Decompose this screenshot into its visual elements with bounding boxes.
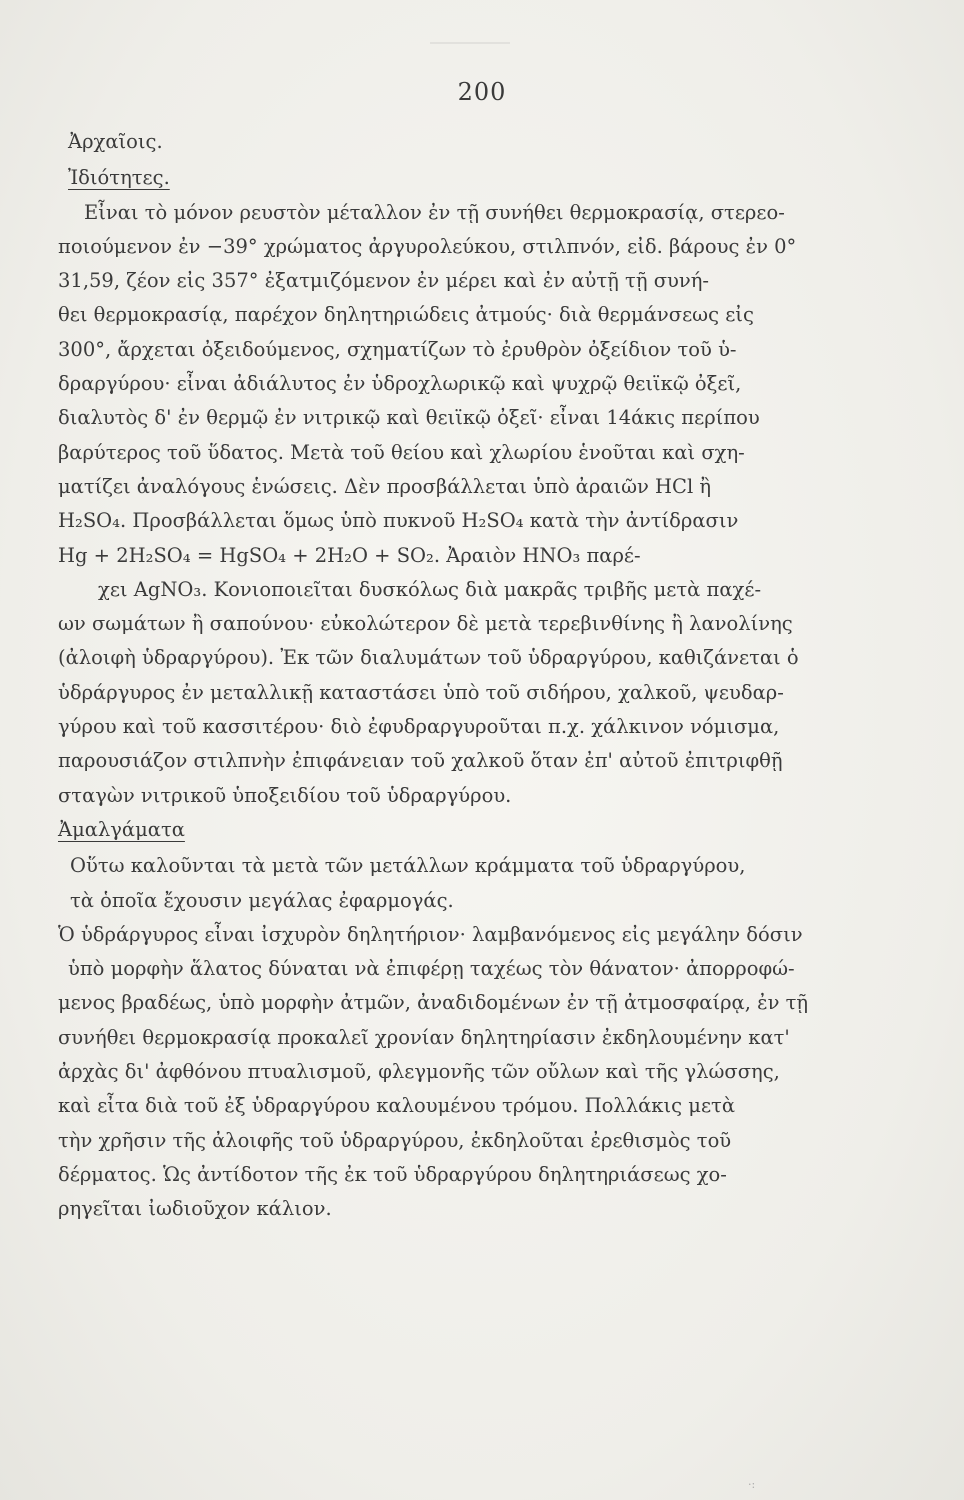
text-line: διαλυτὸς δ' ἐν θερμῷ ἐν νιτρικῷ καὶ θειϊκῷ ὀξεῖ· εἶναι 14άκις περίπου	[58, 406, 760, 430]
text-line: ἀρχὰς δι' ἀφθόνου πτυαλισμοῦ, φλεγμονῆς τῶν οὔλων καὶ τῆς γλώσσης,	[58, 1060, 780, 1084]
text-line: Ὁ ὑδράργυρος εἶναι ἰσχυρὸν δηλητήριον· λαμβανόμενος εἰς μεγάλην δόσιν	[58, 922, 803, 946]
text-line: ποιούμενον ἐν −39° χρώματος ἀργυρολεύκου, στιλπνόν, εἰδ. βάρους ἐν 0°	[58, 234, 797, 258]
text-line: παρουσιάζον στιλπνὴν ἐπιφάνειαν τοῦ χαλκοῦ ὅταν ἐπ' αὐτοῦ ἐπιτριφθῇ	[58, 749, 783, 773]
text-line: σταγὼν νιτρικοῦ ὑποξειδίου τοῦ ὑδραργύρου.	[58, 783, 512, 807]
text-line: H₂SO₄. Προσβάλλεται ὅμως ὑπὸ πυκνοῦ H₂SO₄ κατὰ τὴν ἀντίδρασιν	[58, 509, 739, 533]
text-line: θει θερμοκρασίᾳ, παρέχον δηλητηριώδεις ἀτμούς· διὰ θερμάνσεως εἰς	[58, 303, 754, 327]
text-line: γύρου καὶ τοῦ κασσιτέρου· διὸ ἐφυδραργυροῦται π.χ. χάλκινον νόμισμα,	[58, 715, 780, 739]
text-line: (ἀλοιφὴ ὑδραργύρου). Ἐκ τῶν διαλυμάτων τοῦ ὑδραργύρου, καθιζάνεται ὁ	[58, 646, 799, 670]
text-line: ὑδράργυρος ἐν μεταλλικῇ καταστάσει ὑπὸ τοῦ σιδήρου, χαλκοῦ, ψευδαρ-	[58, 680, 784, 704]
text-line: χει AgNO₃. Κονιοποιεῖται δυσκόλως διὰ μακρᾶς τριβῆς μετὰ παχέ-	[98, 577, 762, 601]
bottom-smudge: ·:	[748, 1478, 756, 1491]
section-heading: Ἰδιότητες.	[68, 166, 170, 190]
text-line: ρηγεῖται ἰωδιοῦχον κάλιον.	[58, 1197, 332, 1221]
text-line: ων σωμάτων ἢ σαπούνου· εὐκολώτερον δὲ μετὰ τερεβινθίνης ἢ λανολίνης	[58, 612, 793, 636]
text-line: τὴν χρῆσιν τῆς ἀλοιφῆς τοῦ ὑδραργύρου, ἐκδηλοῦται ἐρεθισμὸς τοῦ	[58, 1128, 732, 1152]
text-line: ματίζει ἀναλόγους ἑνώσεις. Δὲν προσβάλλεται ὑπὸ ἀραιῶν HCl ἢ	[58, 474, 712, 498]
text-line: 31,59, ζέον εἰς 357° ἐξατμιζόμενον ἐν μέρει καὶ ἐν αὐτῇ τῇ συνή-	[58, 269, 710, 293]
text-line: καὶ εἶτα διὰ τοῦ ἐξ ὑδραργύρου καλουμένου τρόμου. Πολλάκις μετὰ	[58, 1094, 735, 1118]
text-line: συνήθει θερμοκρασίᾳ προκαλεῖ χρονίαν δηλητηρίασιν ἐκδηλουμένην κατ'	[58, 1025, 790, 1049]
text-line: ὑπὸ μορφὴν ἅλατος δύναται νὰ ἐπιφέρῃ ταχέως τὸν θάνατον· ἀπορροφώ-	[68, 957, 795, 981]
text-line: Hg + 2H₂SO₄ = HgSO₄ + 2H₂O + SO₂. Ἀραιὸν HNO₃ παρέ-	[58, 543, 641, 567]
text-line: Ἀρχαῖοις.	[68, 130, 163, 153]
text-line: Οὕτω καλοῦνται τὰ μετὰ τῶν μετάλλων κράμματα τοῦ ὑδραργύρου,	[70, 854, 746, 878]
text-line: μενος βραδέως, ὑπὸ μορφὴν ἀτμῶν, ἀναδιδομένων ἐν τῇ ἀτμοσφαίρᾳ, ἐν τῇ	[58, 991, 809, 1015]
text-line: τὰ ὁποῖα ἔχουσιν μεγάλας ἐφαρμογάς.	[70, 888, 454, 912]
text-line: βαρύτερος τοῦ ὕδατος. Μετὰ τοῦ θείου καὶ χλωρίου ἑνοῦται καὶ σχη-	[58, 440, 745, 464]
text-line: δέρματος. Ὡς ἀντίδοτον τῆς ἐκ τοῦ ὑδραργύρου δηλητηριάσεως χο-	[58, 1162, 727, 1186]
text-line: δραργύρου· εἶναι ἀδιάλυτος ἐν ὑδροχλωρικῷ καὶ ψυχρῷ θειϊκῷ ὀξεῖ,	[58, 372, 742, 396]
text-line: Εἶναι τὸ μόνον ρευστὸν μέταλλον ἐν τῇ συνήθει θερμοκρασίᾳ, στερεο-	[84, 200, 785, 224]
faint-mark	[430, 42, 510, 44]
section-heading: Ἀμαλγάματα	[58, 817, 185, 841]
text-line: 300°, ἄρχεται ὀξειδούμενος, σχηματίζων τὸ ἐρυθρὸν ὀξείδιον τοῦ ὑ-	[58, 337, 737, 361]
handwritten-text-body	[58, 125, 903, 1227]
page-number: 200	[457, 78, 507, 106]
